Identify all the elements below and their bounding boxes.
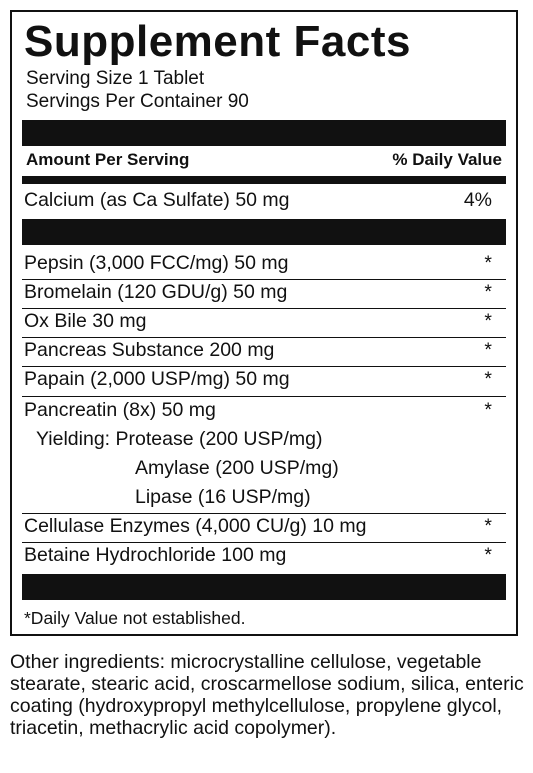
ingredient-dv: * xyxy=(484,399,492,421)
row-divider xyxy=(22,366,506,367)
daily-value-header: % Daily Value xyxy=(392,150,502,169)
ingredient-name: Papain (2,000 USP/mg) 50 mg xyxy=(24,368,290,390)
yielding-line: Amylase (200 USP/mg) xyxy=(135,457,339,479)
serving-size: Serving Size 1 Tablet xyxy=(26,68,205,89)
thick-divider-top xyxy=(22,120,506,146)
row-divider xyxy=(22,279,506,280)
daily-value-footnote: *Daily Value not established. xyxy=(24,608,246,628)
row-divider xyxy=(22,513,506,514)
row-divider xyxy=(22,308,506,309)
ingredient-name: Pepsin (3,000 FCC/mg) 50 mg xyxy=(24,252,289,274)
ingredient-name: Bromelain (120 GDU/g) 50 mg xyxy=(24,281,288,303)
ingredient-name: Pancreas Substance 200 mg xyxy=(24,339,275,361)
panel-title: Supplement Facts xyxy=(24,17,411,66)
yielding-line: Lipase (16 USP/mg) xyxy=(135,486,311,508)
ingredient-name: Cellulase Enzymes (4,000 CU/g) 10 mg xyxy=(24,515,367,537)
ingredient-dv: * xyxy=(484,368,492,390)
ingredient-dv: * xyxy=(484,281,492,303)
nutrient-name: Calcium (as Ca Sulfate) 50 mg xyxy=(24,189,290,211)
supplement-facts-panel xyxy=(10,10,518,636)
ingredient-dv: * xyxy=(484,252,492,274)
ingredient-name: Pancreatin (8x) 50 mg xyxy=(24,399,216,421)
ingredient-dv: * xyxy=(484,515,492,537)
thick-divider-bottom xyxy=(22,574,506,600)
servings-per-container: Servings Per Container 90 xyxy=(26,91,249,112)
other-ingredients: Other ingredients: microcrystalline cellulose, vegetable stearate, stearic acid, croscarmellose sodium, silica, enteric coating (hydroxypropyl methylcellulose, propylene glycol, triacetin, methacrylic acid copolymer). xyxy=(10,651,524,739)
ingredient-dv: * xyxy=(484,310,492,332)
row-divider xyxy=(22,542,506,543)
column-header xyxy=(26,150,502,172)
ingredient-name: Ox Bile 30 mg xyxy=(24,310,147,332)
ingredient-dv: * xyxy=(484,544,492,566)
nutrient-dv: 4% xyxy=(463,189,492,211)
thick-divider-middle xyxy=(22,219,506,245)
ingredient-dv: * xyxy=(484,339,492,361)
row-divider xyxy=(22,396,506,397)
yielding-line: Yielding: Protease (200 USP/mg) xyxy=(36,428,323,450)
row-divider xyxy=(22,337,506,338)
amount-per-serving-header: Amount Per Serving xyxy=(26,150,190,169)
medium-divider xyxy=(22,176,506,184)
ingredient-name: Betaine Hydrochloride 100 mg xyxy=(24,544,287,566)
